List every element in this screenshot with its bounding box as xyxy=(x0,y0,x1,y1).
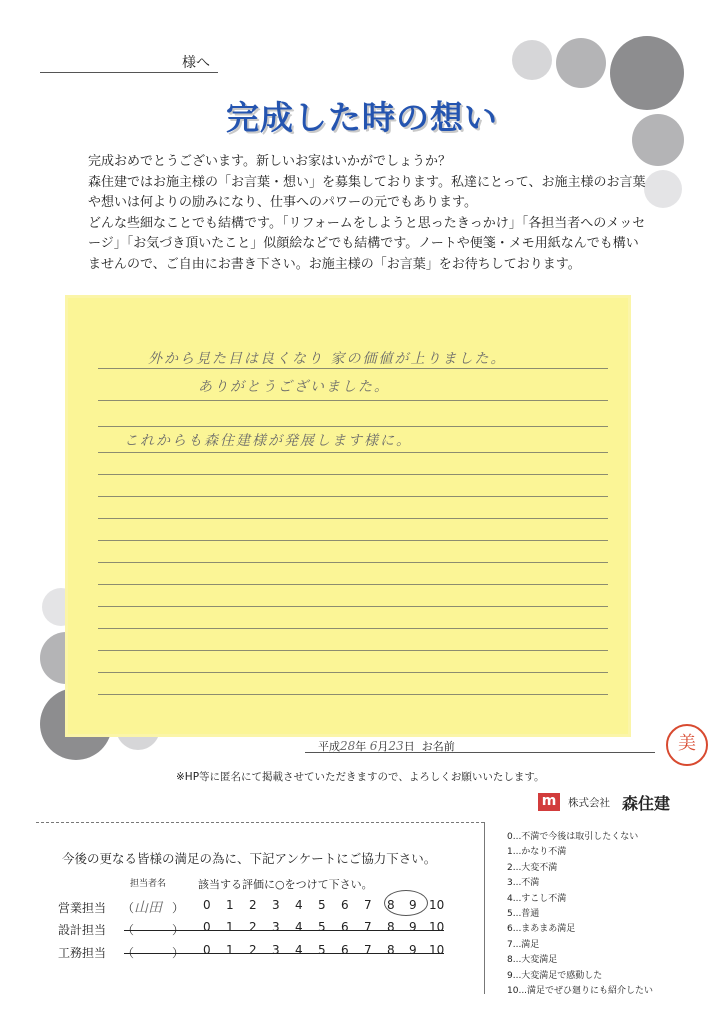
legend-item: 1...かなり不満 xyxy=(507,847,567,858)
date-day-suffix: 日 xyxy=(403,740,415,753)
ruled-line xyxy=(98,606,608,607)
ruled-line xyxy=(98,452,608,453)
rating-value[interactable]: 6 xyxy=(341,943,349,957)
rating-value[interactable]: 4 xyxy=(295,898,303,912)
rating-scale xyxy=(203,920,443,938)
ruled-line xyxy=(98,540,608,541)
legend-item: 6...まあまあ満足 xyxy=(507,924,576,935)
rating-value[interactable]: 7 xyxy=(364,920,372,934)
handwritten-line: ありがとうございました。 xyxy=(198,379,390,395)
legend-item: 4...すこし不満 xyxy=(507,893,567,904)
rating-scale xyxy=(203,943,443,961)
ruled-line xyxy=(98,496,608,497)
ruled-line xyxy=(98,562,608,563)
date-era: 平成 xyxy=(318,740,340,753)
rating-value[interactable]: 3 xyxy=(272,943,280,957)
legend-item: 2...大変不満 xyxy=(507,862,558,873)
rating-value[interactable]: 4 xyxy=(295,943,303,957)
ruled-line xyxy=(98,694,608,695)
rating-value[interactable]: 2 xyxy=(249,898,257,912)
paren-open: （ xyxy=(122,901,135,915)
rating-value[interactable]: 5 xyxy=(318,898,326,912)
handwritten-line: これからも森住建様が発展します様に。 xyxy=(124,433,412,449)
seal-stamp: 美 xyxy=(666,724,708,766)
rating-value[interactable]: 10 xyxy=(429,898,445,912)
rating-value[interactable]: 3 xyxy=(272,920,280,934)
rating-value[interactable]: 0 xyxy=(203,943,211,957)
recipient-name-line xyxy=(40,72,218,73)
intro-paragraph: どんな些細なことでも結構です。「リフォームをしようと思ったきっかけ」「各担当者へのメッセージ」「お気づき頂いたこと」似顔絵などでも結構です。ノートや便箋・メモ用紙なんでも構いませんので、ご自由にお書き下さい。お施主様の「お言葉」をお待ちしております。 xyxy=(88,215,646,272)
company-name: 森住建 xyxy=(622,794,671,813)
rating-value[interactable]: 0 xyxy=(203,898,211,912)
ruled-line xyxy=(98,368,608,369)
rating-value[interactable]: 10 xyxy=(429,943,445,957)
hp-disclaimer: ※HP等に匿名にて掲載させていただきますので、よろしくお願いいたします。 xyxy=(176,771,545,783)
legend-item: 7...満足 xyxy=(507,939,540,950)
rating-value[interactable]: 5 xyxy=(318,920,326,934)
date-year-suffix: 年 xyxy=(355,740,367,753)
paren-close: ） xyxy=(172,923,185,937)
rating-value[interactable]: 1 xyxy=(226,898,234,912)
ruled-line xyxy=(98,518,608,519)
ruled-line xyxy=(98,650,608,651)
date-month: 6 xyxy=(369,739,378,753)
legend-item: 0...不満で今後は取引したくない xyxy=(507,832,639,842)
rating-value[interactable]: 4 xyxy=(295,920,303,934)
rating-value[interactable]: 1 xyxy=(226,943,234,957)
rating-value[interactable]: 8 xyxy=(387,943,395,957)
rating-value[interactable]: 7 xyxy=(364,943,372,957)
paren-open: （ xyxy=(122,946,135,960)
date-day: 23 xyxy=(388,739,404,753)
rating-value[interactable]: 2 xyxy=(249,920,257,934)
page-title: 完成した時の想い xyxy=(226,98,498,137)
decor-circle xyxy=(644,170,682,208)
strike-through-line xyxy=(124,930,444,931)
rating-value[interactable]: 0 xyxy=(203,920,211,934)
rating-value[interactable]: 9 xyxy=(409,898,417,912)
paren-open: （ xyxy=(122,923,135,937)
ruled-line xyxy=(98,672,608,673)
intro-text xyxy=(88,152,648,275)
survey-row-construction xyxy=(58,944,458,964)
rating-value[interactable]: 6 xyxy=(341,920,349,934)
assignee-name: 山田 xyxy=(134,900,162,916)
ruled-line xyxy=(98,584,608,585)
legend-item: 10...満足でぜひ廻りにも紹介したい xyxy=(507,986,654,997)
rating-value[interactable]: 8 xyxy=(387,898,395,912)
rating-value[interactable]: 7 xyxy=(364,898,372,912)
legend-item: 9...大変満足で感動した xyxy=(507,970,603,981)
decor-circle xyxy=(512,40,552,80)
rating-instruction: 該当する評価に○をつけて下さい。 xyxy=(198,878,373,891)
decor-circle xyxy=(556,38,606,88)
assignee-header: 担当者名 xyxy=(130,879,167,889)
legend-item: 5...普通 xyxy=(507,909,540,920)
rating-value[interactable]: 9 xyxy=(409,920,417,934)
ruled-line xyxy=(98,400,608,401)
intro-paragraph: 森住建ではお施主様の「お言葉・想い」を募集しております。私達にとって、お施主様のお言葉や想いは何よりの励みになり、仕事へのパワーの元でもあります。 xyxy=(88,174,646,210)
rating-value[interactable]: 9 xyxy=(409,943,417,957)
legend-divider xyxy=(484,822,485,994)
name-label: お名前 xyxy=(421,740,455,753)
company-logo-icon: m xyxy=(538,793,560,811)
intro-paragraph: 完成おめでとうございます。新しいお家はいかがでしょうか？ xyxy=(88,154,451,169)
survey-role: 営業担当 xyxy=(58,901,107,915)
paren-close: ） xyxy=(172,946,185,960)
rating-value[interactable]: 5 xyxy=(318,943,326,957)
legend-item: 8...大変満足 xyxy=(507,955,558,966)
ruled-line xyxy=(98,474,608,475)
rating-value[interactable]: 2 xyxy=(249,943,257,957)
paren-close: ） xyxy=(172,901,185,915)
message-note-area xyxy=(68,298,628,734)
survey-role: 工務担当 xyxy=(58,946,107,960)
date-month-suffix: 月 xyxy=(377,740,389,753)
rating-value[interactable]: 8 xyxy=(387,920,395,934)
survey-heading: 今後の更なる皆様の満足の為に、下記アンケートにご協力下さい。 xyxy=(62,851,437,866)
signature-line xyxy=(305,752,655,753)
ruled-line xyxy=(98,426,608,427)
selected-rating-mark xyxy=(384,890,428,916)
recipient-suffix: 様へ xyxy=(182,55,210,71)
rating-legend xyxy=(507,830,653,999)
company-type: 株式会社 xyxy=(568,797,610,809)
rating-value[interactable]: 10 xyxy=(429,920,445,934)
handwritten-line: 外から見た目は良くなり 家の価値が上りました。 xyxy=(148,351,507,367)
rating-value[interactable]: 6 xyxy=(341,898,349,912)
date-year: 28 xyxy=(340,739,356,753)
survey-row-design xyxy=(58,921,458,941)
strike-through-line xyxy=(124,953,444,954)
rating-value[interactable]: 3 xyxy=(272,898,280,912)
legend-item: 3...不満 xyxy=(507,878,540,889)
survey-divider xyxy=(36,822,484,823)
ruled-line xyxy=(98,628,608,629)
rating-value[interactable]: 1 xyxy=(226,920,234,934)
survey-role: 設計担当 xyxy=(58,923,107,937)
